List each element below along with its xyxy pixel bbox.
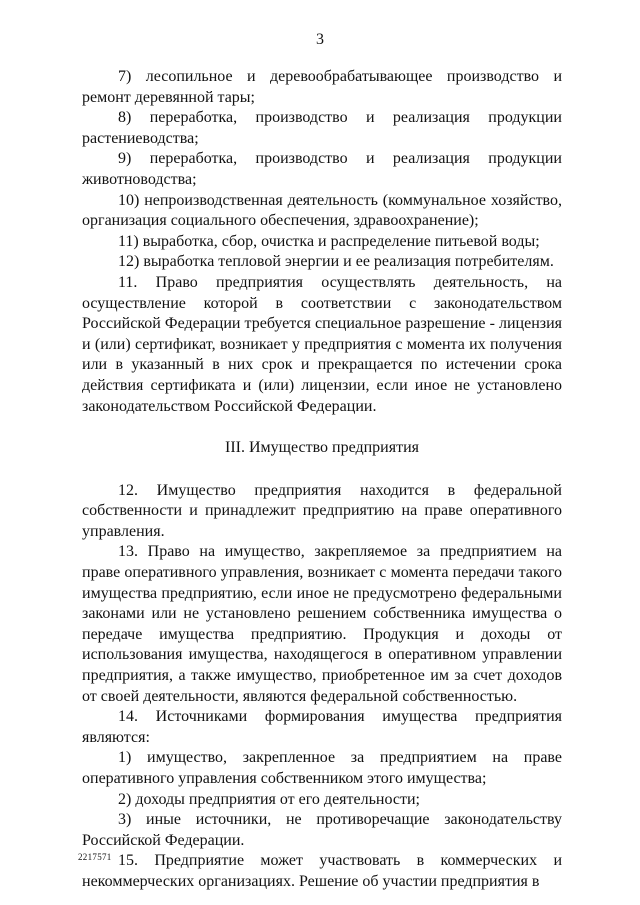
paragraph-item-12: 12) выработка тепловой энергии и ее реализация потребителям. [118,253,554,271]
page-number: 3 [316,31,324,48]
paragraph-item-10: 10) непроизводственная деятельность (коммунальное хозяйство, организация социального обеспечения, здравоохранение); [82,191,562,230]
paragraph-clause-15: 15. Предприятие может участвовать в коммерческих и некоммерческих организациях. Решение об участии предприятия в [82,852,562,890]
paragraph-item-8: 8) переработка, производство и реализация продукции растениеводства; [82,109,562,147]
paragraph-source-3: 3) иные источники, не противоречащие законодательству Российской Федерации. [82,811,562,849]
document-body [82,67,562,893]
document-code: 2217571 [78,852,112,862]
paragraph-clause-12: 12. Имущество предприятия находится в федеральной собственности и принадлежит предприятию на праве оперативного управления. [82,481,562,540]
paragraph-clause-14: 14. Источниками формирования имущества предприятия являются: [82,708,562,746]
paragraph-clause-13: 13. Право на имущество, закрепляемое за предприятием на праве оперативного управления, возникает с момента передачи такого имущества предприятию, если иное не предусмотрено федеральными законами или не установлено решением собственника имущества о передаче имущества предприятию. Продукция и доходы от использования имущества, находящегося в оперативном управлении предприятия, а также имущество, приобретенное им за счет доходов от своей деятельности, являются федеральной собственностью. [82,543,562,705]
paragraph-source-2: 2) доходы предприятия от его деятельности; [118,790,420,808]
paragraph-item-7: 7) лесопильное и деревообрабатывающее производство и ремонт деревянной тары; [82,68,562,106]
section-heading: III. Имущество предприятия [224,439,419,457]
paragraph-item-9: 9) переработка, производство и реализация продукции животноводства; [82,150,562,188]
paragraph-clause-11: 11. Право предприятия осуществлять деятельность, на осуществление которой в соответствии с законодательством Российской Федерации требуется специальное разрешение - лицензия и (или) сертификат, возникает у предприятия с момента их получения или в указанный в них срок и прекращается по истечении срока действия сертификата и (или) лицензии, если иное не установлено законодательством Российской Федерации. [82,273,562,415]
paragraph-source-1: 1) имущество, закрепленное за предприятием на праве оперативного управления собственником этого имущества; [82,749,562,787]
paragraph-item-11: 11) выработка, сбор, очистка и распределение питьевой воды; [118,232,540,250]
